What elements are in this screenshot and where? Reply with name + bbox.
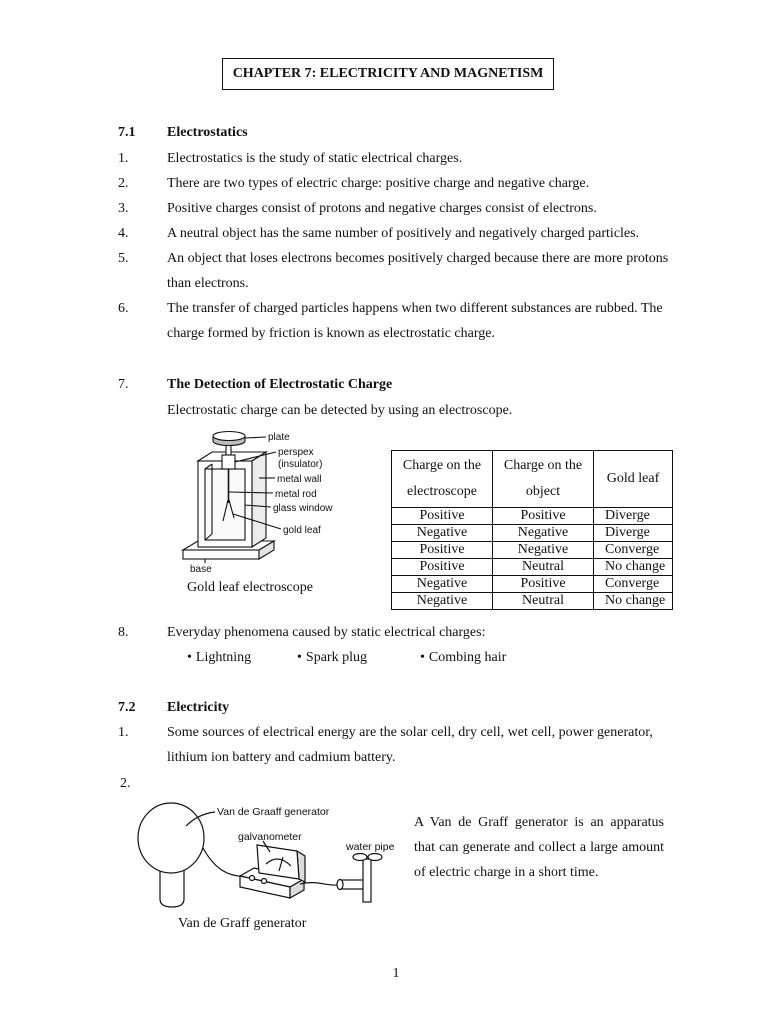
case-side-metal-wall bbox=[252, 452, 266, 547]
table-cell: Positive bbox=[392, 559, 493, 576]
list-item-text: The transfer of charged particles happens when two different substances are rubbed. The charge formed by friction is known as electrostatic charge. bbox=[167, 301, 663, 341]
generator-dome bbox=[138, 803, 204, 873]
perspex-label: perspex bbox=[278, 447, 314, 458]
galvanometer-label: galvanometer bbox=[238, 831, 302, 843]
table-row bbox=[392, 525, 673, 542]
bullet-item bbox=[420, 645, 506, 670]
generator-label: Van de Graaff generator bbox=[217, 806, 330, 818]
table-cell: Positive bbox=[392, 508, 493, 525]
table-header-row bbox=[392, 451, 673, 508]
galvanometer-face bbox=[257, 845, 299, 879]
plate-leader bbox=[245, 437, 266, 438]
figure-caption: Van de Graff generator bbox=[178, 916, 307, 931]
water-pipe-vertical bbox=[363, 859, 371, 902]
table-cell: Positive bbox=[493, 508, 594, 525]
plate-label: plate bbox=[268, 432, 290, 443]
table-cell: Negative bbox=[392, 576, 493, 593]
bullet-text: Lightning bbox=[195, 650, 252, 665]
subsection-heading: The Detection of Electrostatic Charge bbox=[167, 377, 393, 392]
column-header: Gold leaf bbox=[594, 451, 673, 508]
page-number: 1 bbox=[392, 966, 400, 981]
bullet-text: Spark plug bbox=[305, 650, 367, 665]
tap-handle-right bbox=[368, 854, 382, 861]
bullet-text: Combing hair bbox=[428, 650, 507, 665]
generator-column bbox=[160, 868, 184, 907]
glass-window bbox=[205, 469, 245, 540]
detection-intro: Electrostatic charge can be detected by using an electroscope. bbox=[167, 403, 513, 418]
insulator-label: (insulator) bbox=[278, 459, 323, 470]
van-de-graaff-diagram bbox=[130, 798, 410, 910]
table-cell: Negative bbox=[493, 525, 594, 542]
table-cell: Positive bbox=[392, 542, 493, 559]
gold-leaf-label: gold leaf bbox=[283, 525, 321, 536]
bullet-glyph: • bbox=[420, 650, 425, 665]
van-de-graaff-description: A Van de Graff generator is an apparatus that can generate and collect a large amount of electric charge in a short time. bbox=[414, 815, 664, 880]
tap-handle-left bbox=[353, 854, 367, 861]
galvanometer-terminal bbox=[250, 876, 255, 881]
plate bbox=[213, 432, 245, 441]
list-item-number: 7. bbox=[118, 377, 129, 392]
perspex-insulator bbox=[222, 455, 235, 469]
chapter-title-box bbox=[222, 58, 554, 90]
list-item-text: An object that loses electrons becomes positively charged because there are more protons than electrons. bbox=[167, 251, 669, 291]
metal-wall-label: metal wall bbox=[277, 474, 322, 485]
table-cell: Diverge bbox=[594, 508, 673, 525]
table-cell: Negative bbox=[493, 542, 594, 559]
table-row bbox=[392, 576, 673, 593]
electroscope-charge-table bbox=[391, 450, 673, 610]
column-header: Charge on the object bbox=[493, 451, 594, 508]
table-cell: Negative bbox=[392, 525, 493, 542]
list-item-text: Electrostatics is the study of static electrical charges. bbox=[167, 151, 463, 166]
list-item-text: There are two types of electric charge: positive charge and negative charge. bbox=[167, 176, 590, 191]
list-item-number: 2. bbox=[118, 176, 129, 191]
column-header: Charge on the electroscope bbox=[392, 451, 493, 508]
water-pipe-mouth bbox=[337, 880, 343, 890]
table-cell: Positive bbox=[493, 576, 594, 593]
bullet-item bbox=[297, 645, 367, 670]
base-front bbox=[183, 550, 259, 559]
table-cell: Diverge bbox=[594, 525, 673, 542]
bullet-glyph: • bbox=[297, 650, 302, 665]
base-label: base bbox=[190, 564, 212, 575]
table-cell: No change bbox=[594, 559, 673, 576]
list-item-text: Everyday phenomena caused by static electrical charges: bbox=[167, 625, 486, 640]
metal-rod-label: metal rod bbox=[275, 489, 317, 500]
table-row bbox=[392, 508, 673, 525]
table-cell: Neutral bbox=[493, 593, 594, 610]
table-cell: Negative bbox=[392, 593, 493, 610]
list-item-text: Some sources of electrical energy are the solar cell, dry cell, wet cell, power generator, lithium ion battery and cadmium battery. bbox=[167, 725, 653, 765]
list-item-number: 5. bbox=[118, 251, 129, 266]
list-item-text: Positive charges consist of protons and negative charges consist of electrons. bbox=[167, 201, 597, 216]
bullet-glyph: • bbox=[187, 650, 192, 665]
dome-to-galvanometer-wire bbox=[203, 848, 248, 876]
table-cell: No change bbox=[594, 593, 673, 610]
table-row bbox=[392, 559, 673, 576]
chapter-title: CHAPTER 7: ELECTRICITY AND MAGNETISM bbox=[232, 66, 544, 81]
table-cell: Neutral bbox=[493, 559, 594, 576]
list-item-number: 4. bbox=[118, 226, 129, 241]
list-item-number: 1. bbox=[118, 151, 129, 166]
glass-window-label: glass window bbox=[273, 503, 333, 514]
list-item-number: 8. bbox=[118, 625, 129, 640]
list-item-number: 3. bbox=[118, 201, 129, 216]
list-item-number: 1. bbox=[118, 725, 129, 740]
table-cell: Converge bbox=[594, 576, 673, 593]
section-heading: Electrostatics bbox=[167, 125, 248, 140]
bullet-item bbox=[187, 645, 251, 670]
section-number: 7.1 bbox=[118, 125, 136, 140]
section-number: 7.2 bbox=[118, 700, 136, 715]
table-row bbox=[392, 593, 673, 610]
water-pipe-label: water pipe bbox=[346, 841, 395, 853]
section-heading: Electricity bbox=[167, 700, 230, 715]
list-item-number: 2. bbox=[120, 776, 131, 791]
list-item-number: 6. bbox=[118, 301, 129, 316]
figure-caption: Gold leaf electroscope bbox=[187, 580, 313, 595]
table-cell: Converge bbox=[594, 542, 673, 559]
table-row bbox=[392, 542, 673, 559]
galvanometer-to-pipe-wire bbox=[300, 883, 338, 886]
list-item-text: A neutral object has the same number of positively and negatively charged particles. bbox=[167, 226, 640, 241]
galvanometer-terminal bbox=[262, 879, 267, 884]
electroscope-diagram bbox=[175, 425, 365, 577]
